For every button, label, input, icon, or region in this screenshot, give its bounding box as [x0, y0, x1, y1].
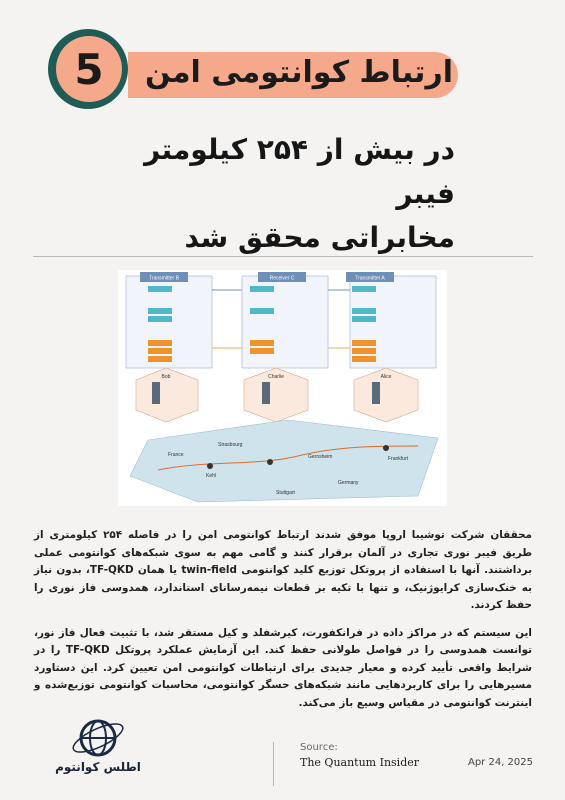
node-label-b: Transmitter B [149, 275, 179, 282]
logo-text: اطلس کوانتوم [55, 760, 141, 774]
paragraph-2: این سیستم که در مراکز داده در فرانکفورت، کیرشفلد و کیل مستقر شد، با تثبیت فعال فاز نور، توانست همدوسی را در فواصل طولانی حفظ کند. این آزمایش عملکرد پروتکل TF-QKD را در شرایط واقعی تأیید کرده و معیار جدیدی برای ارتباطات کوانتومی امن تعیین کرد. این دستاورد مسیرهایی را برای کاربردهایی مانند شبکه‌های حسگر کوانتومی، محاسبات کوانتومی توزیع‌شده و اینترنت کوانتومی در مقیاس وسیع باز می‌کند. [34, 626, 532, 709]
subtitle-line-2: مخابراتی محقق شد [184, 221, 455, 254]
map-label-frankfurt: Frankfurt [388, 456, 409, 462]
map-label-france: France [168, 452, 184, 458]
site-charlie [244, 368, 308, 422]
paragraph-1: محققان شرکت توشیبا اروپا موفق شدند ارتباط کوانتومی امن را در فاصله ۲۵۴ کیلومتری از طریق فیبر نوری تجاری در آلمان برقرار کنند و گامی مهم به سوی شبکه‌های کوانتومی عملی برداشتند. آنها با استفاده از پروتکل توزیع کلید کوانتومی twin-field یا همان TF-QKD، بدون نیاز به خنک‌سازی کرایوژنیک، و تنها با تکیه بر قطعات نیمه‌رسانای استاندارد، همدوسی فاز نوری را حفظ کردند. [34, 529, 532, 611]
node-column-c [242, 272, 328, 368]
network-diagram [118, 270, 447, 506]
node-column-b [126, 272, 212, 368]
network-diagram-figure [118, 270, 447, 506]
site-label-bob: Bob [161, 374, 171, 380]
map-label-gernsheim: Gernsheim [308, 454, 333, 460]
map-label-germany: Germany [338, 480, 359, 486]
node-label-a: Transmitter A [355, 275, 385, 282]
source-name: The Quantum Insider [300, 756, 420, 769]
footer-divider [273, 742, 274, 786]
number-badge: 5 [56, 36, 122, 102]
site-alice [354, 368, 418, 422]
headline: ارتباط کوانتومی امن [144, 55, 453, 90]
map-label-kehl: Kehl [206, 473, 217, 479]
map-label-strasbourg: Strasbourg [218, 442, 243, 448]
source-label: Source: [300, 742, 338, 753]
publish-date: Apr 24, 2025 [467, 757, 533, 768]
article-body [34, 527, 532, 722]
node-column-a [346, 272, 436, 368]
site-label-charlie: Charlie [268, 374, 284, 380]
subtitle [95, 128, 455, 260]
map [130, 420, 438, 502]
node-label-c: Receiver C [269, 275, 295, 282]
divider [33, 256, 533, 257]
site-bob [136, 368, 198, 422]
site-label-alice: Alice [380, 374, 392, 380]
map-label-stuttgart: Stuttgart [276, 490, 295, 496]
subtitle-line-1: در بیش از ۲۵۴ کیلومتر فیبر [144, 133, 455, 210]
